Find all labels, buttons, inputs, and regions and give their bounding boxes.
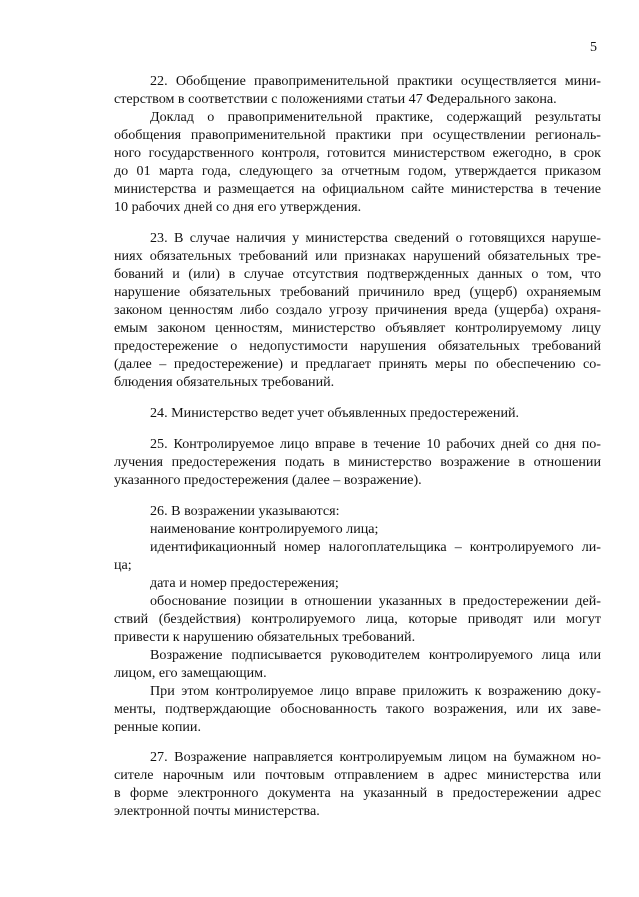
- text-line: законом ценностям либо создало угрозу причинения вреда (ущерба) охраня-: [114, 302, 601, 318]
- text-line: блюдения обязательных требований.: [114, 374, 335, 390]
- text-line: При этом контролируемое лицо вправе приложить к возражению доку-: [150, 683, 601, 699]
- text-line: 23. В случае наличия у министерства сведений о готовящихся наруше-: [150, 230, 601, 246]
- text-line: привести к нарушению обязательных требований.: [114, 629, 416, 645]
- text-line: 22. Обобщение правоприменительной практики осуществляется мини-: [150, 73, 601, 89]
- text-line: Возражение подписывается руководителем контролируемого лица или: [150, 647, 601, 663]
- text-line: лучения предостережения подать в министерство возражение в отношении: [114, 454, 601, 470]
- text-line: лицом, его замещающим.: [114, 665, 267, 681]
- text-line: 24. Министерство ведет учет объявленных предостережений.: [150, 405, 520, 421]
- text-line: ного государственного контроля, готовится министерством ежегодно, в срок: [114, 145, 601, 161]
- text-line: ствий (бездействия) контролируемого лица, которые приводят или могут: [114, 611, 601, 627]
- text-line: стерством в соответствии с положениями статьи 47 Федерального закона.: [114, 91, 557, 107]
- text-line: 27. Возражение направляется контролируемым лицом на бумажном но-: [150, 749, 601, 765]
- text-line: менты, подтверждающие обоснованность такого возражения, или их заве-: [114, 701, 601, 717]
- text-line: дата и номер предостережения;: [150, 575, 339, 591]
- text-line: указанного предостережения (далее – возражение).: [114, 472, 422, 488]
- text-line: сителе нарочным или почтовым отправлением в адрес министерства или: [114, 767, 601, 783]
- text-line: обобщения правоприменительной практики при осуществлении региональ-: [114, 127, 601, 143]
- text-line: до 01 марта года, следующего за отчетным годом, утверждается приказом: [114, 163, 601, 179]
- text-line: электронной почты министерства.: [114, 803, 320, 819]
- text-line: нарушение обязательных требований причинило вред (ущерб) охраняемым: [114, 284, 601, 300]
- text-line: идентификационный номер налогоплательщика – контролируемого ли-: [150, 539, 601, 555]
- text-line: 10 рабочих дней со дня его утверждения.: [114, 199, 362, 215]
- text-line: емым законом ценностям, министерство объявляет контролируемому лицу: [114, 320, 601, 336]
- text-line: ниях обязательных требований или признаках нарушений обязательных тре-: [114, 248, 601, 264]
- text-line: в форме электронного документа на указанный в предостережении адрес: [114, 785, 601, 801]
- text-line: обоснование позиции в отношении указанных в предостережении дей-: [150, 593, 601, 609]
- text-line: наименование контролируемого лица;: [150, 521, 379, 537]
- page-number: 5: [590, 40, 597, 55]
- text-line: бований и (или) в случае отсутствия подтвержденных данных о том, что: [114, 266, 601, 282]
- text-line: 25. Контролируемое лицо вправе в течение 10 рабочих дней со дня по-: [150, 436, 601, 452]
- text-line: предостережение о недопустимости нарушения обязательных требований: [114, 338, 601, 354]
- text-line: Доклад о правоприменительной практике, содержащий результаты: [150, 109, 601, 125]
- text-line: ренные копии.: [114, 719, 201, 735]
- text-line: (далее – предостережение) и предлагает принять меры по обеспечению со-: [114, 356, 601, 372]
- text-line: ца;: [114, 557, 132, 573]
- text-line: 26. В возражении указываются:: [150, 503, 340, 519]
- text-line: министерства и размещается на официальном сайте министерства в течение: [114, 181, 601, 197]
